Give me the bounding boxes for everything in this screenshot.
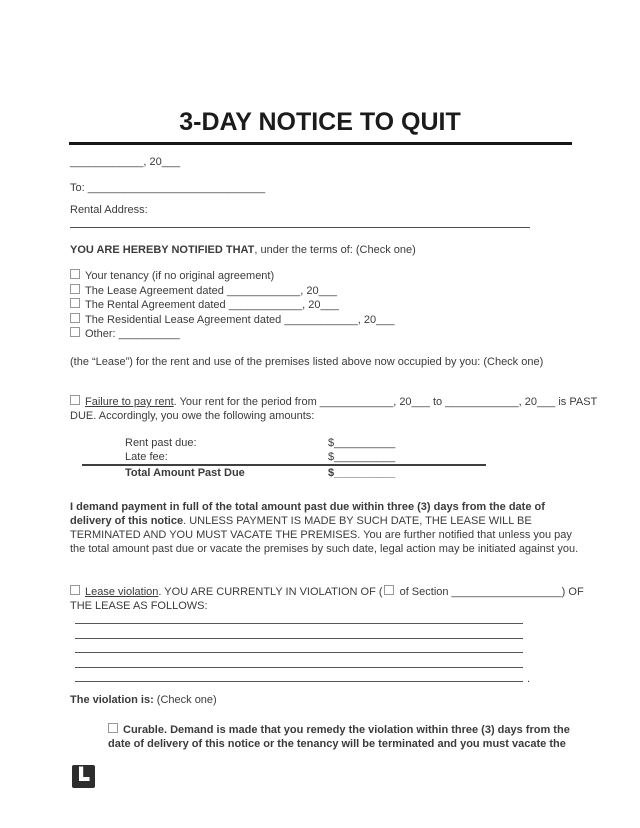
demand-line-2-bold: delivery of this notice xyxy=(70,515,184,527)
to-line: To: _____________________________ xyxy=(70,182,266,194)
failure-line-1 xyxy=(70,395,597,409)
option-tenancy xyxy=(70,269,394,284)
rent-past-due-value: $__________ xyxy=(328,437,396,449)
amounts-total-divider xyxy=(82,464,486,466)
option-label: The Residential Lease Agreement dated ____________, 20___ xyxy=(85,313,395,326)
failure-line-1-rest: . Your rent for the period from ____________, 20___ to ____________, 20___ is PAST xyxy=(173,396,598,408)
checkbox-icon[interactable] xyxy=(108,723,118,733)
violation-label: Lease violation xyxy=(85,586,159,598)
trailing-period: . xyxy=(526,672,530,685)
legal-templates-logo xyxy=(72,765,95,788)
checkbox-icon[interactable] xyxy=(70,585,80,595)
checkbox-icon[interactable] xyxy=(70,395,80,405)
total-amount-value: $__________ xyxy=(328,467,396,479)
violation-is-bold: The violation is: xyxy=(70,694,154,706)
write-in-line xyxy=(75,653,523,667)
rental-address-label: Rental Address: xyxy=(70,204,148,216)
violation-type-heading xyxy=(70,694,217,706)
failure-label: Failure to pay rent xyxy=(85,396,174,408)
lease-clause: (the “Lease”) for the rent and use of the premises listed above now occupied by you: (Check one) xyxy=(70,356,544,368)
demand-line-3: TERMINATED AND YOU MUST VACATE THE PREMISES. You are further notified that unless you pay xyxy=(70,529,572,541)
violation-is-rest: (Check one) xyxy=(153,694,217,706)
curable-line-1 xyxy=(108,723,570,738)
option-label: Other: __________ xyxy=(85,328,180,341)
option-other xyxy=(70,327,394,342)
demand-line-2 xyxy=(70,514,578,528)
notified-heading-bold: YOU ARE HEREBY NOTIFIED THAT xyxy=(70,244,255,256)
write-in-line xyxy=(75,639,523,653)
option-label: The Rental Agreement dated ____________, 20___ xyxy=(85,299,339,312)
checkbox-icon[interactable] xyxy=(70,298,80,308)
rent-past-due-label: Rent past due: xyxy=(125,437,197,449)
lease-violation-section xyxy=(70,585,584,613)
total-amount-label: Total Amount Past Due xyxy=(125,467,245,479)
notified-heading xyxy=(70,244,416,256)
agreement-options-list xyxy=(70,269,394,342)
late-fee-label: Late fee: xyxy=(125,451,168,463)
violation-line-1-rest: of Section __________________) OF xyxy=(396,586,584,598)
notified-heading-rest: , under the terms of: (Check one) xyxy=(254,244,416,256)
section-checkbox-icon[interactable] xyxy=(384,585,394,595)
title-rule xyxy=(69,142,572,145)
failure-to-pay-section xyxy=(70,395,597,423)
demand-paragraph xyxy=(70,500,578,556)
curable-line-1-text: Curable. Demand is made that you remedy the violation within three (3) days from the xyxy=(123,724,570,736)
demand-line-4: the total amount past due or vacate the premises by such date, legal action may be initiated against you. xyxy=(70,543,579,555)
option-rental-agreement xyxy=(70,298,394,313)
demand-line-1: I demand payment in full of the total amount past due within three (3) days from the date of xyxy=(70,501,545,513)
checkbox-icon[interactable] xyxy=(70,269,80,279)
violation-line-2: THE LEASE AS FOLLOWS: xyxy=(70,600,208,612)
date-line: ____________, 20___ xyxy=(70,156,181,168)
write-in-line xyxy=(75,610,523,624)
checkbox-icon[interactable] xyxy=(70,313,80,323)
document-title: 3-DAY NOTICE TO QUIT xyxy=(179,108,461,136)
late-fee-value: $__________ xyxy=(328,451,396,463)
checkbox-icon[interactable] xyxy=(70,327,80,337)
violation-line-1-mid: . YOU ARE CURRENTLY IN VIOLATION OF ( xyxy=(158,586,383,598)
option-label: The Lease Agreement dated ____________, 20___ xyxy=(85,284,337,297)
violation-line-1 xyxy=(70,585,584,599)
curable-line-2: date of delivery of this notice or the tenancy will be terminated and you must vacate the xyxy=(108,737,566,750)
option-lease-agreement xyxy=(70,284,394,299)
option-label: Your tenancy (if no original agreement) xyxy=(85,270,275,282)
write-in-line xyxy=(75,668,530,685)
write-in-line xyxy=(75,624,523,638)
demand-line-2-rest: . UNLESS PAYMENT IS MADE BY SUCH DATE, THE LEASE WILL BE xyxy=(183,515,532,527)
failure-line-2: DUE. Accordingly, you owe the following amounts: xyxy=(70,410,315,422)
option-residential-lease xyxy=(70,313,394,328)
violation-write-in-lines xyxy=(75,610,530,685)
checkbox-icon[interactable] xyxy=(70,284,80,294)
curable-option xyxy=(108,723,570,752)
legal-templates-logo-icon xyxy=(72,765,95,788)
rental-address-blank-line xyxy=(70,227,530,228)
